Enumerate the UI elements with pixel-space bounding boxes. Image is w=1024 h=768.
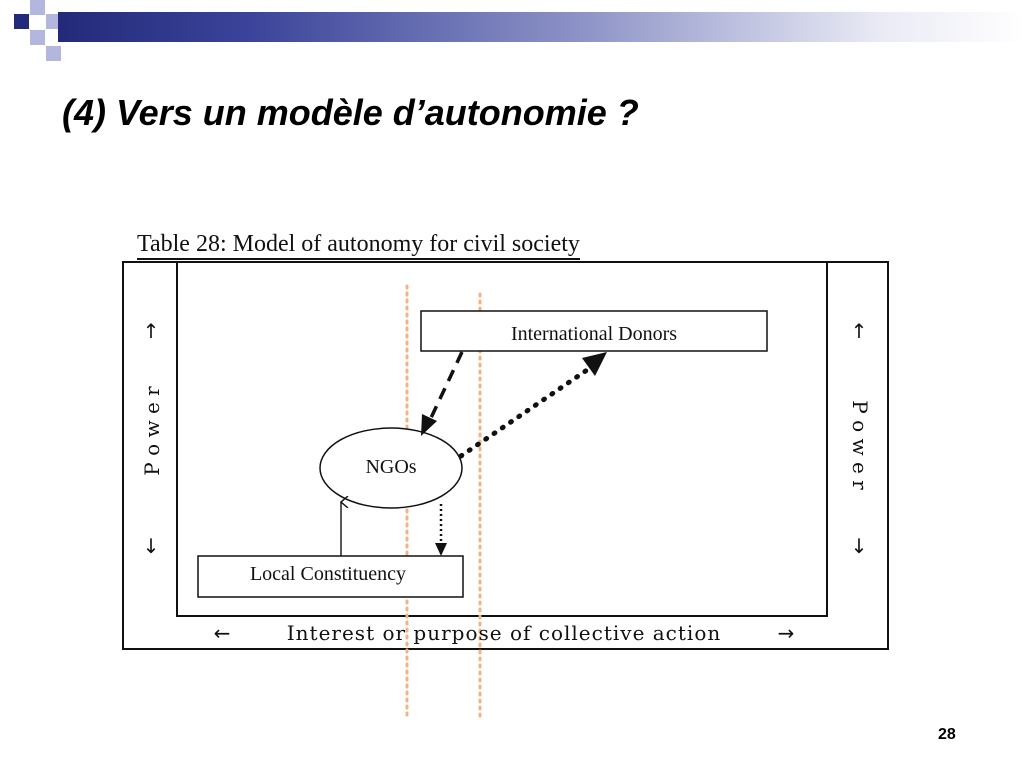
bottom-axis-label: Interest or purpose of collective action (286, 621, 722, 645)
right-power-down-arrow: ↓ (850, 534, 868, 558)
ngos-label: NGOs (365, 456, 417, 478)
page-number: 28 (938, 726, 956, 743)
bottom-right-arrow: → (777, 621, 795, 645)
international-donors-label: International Donors (510, 323, 678, 345)
local-constituency-label: Local Constituency (249, 563, 407, 585)
left-power-down-arrow: ↓ (142, 534, 160, 558)
diagram-caption: Table 28: Model of autonomy for civil society (137, 230, 580, 260)
left-power-label: P o w e r (140, 386, 164, 476)
ngo-to-local-arrowhead (435, 543, 447, 556)
donor-to-ngo-arrowhead (421, 414, 437, 436)
donor-to-ngo-arrow (430, 352, 462, 420)
right-power-up-arrow: ↑ (850, 319, 868, 343)
bottom-left-arrow: ← (213, 621, 231, 645)
slide-title: (4) Vers un modèle d’autonomie ? (62, 92, 639, 133)
left-power-up-arrow: ↑ (142, 319, 160, 343)
right-power-label: P o w e r (848, 400, 872, 490)
